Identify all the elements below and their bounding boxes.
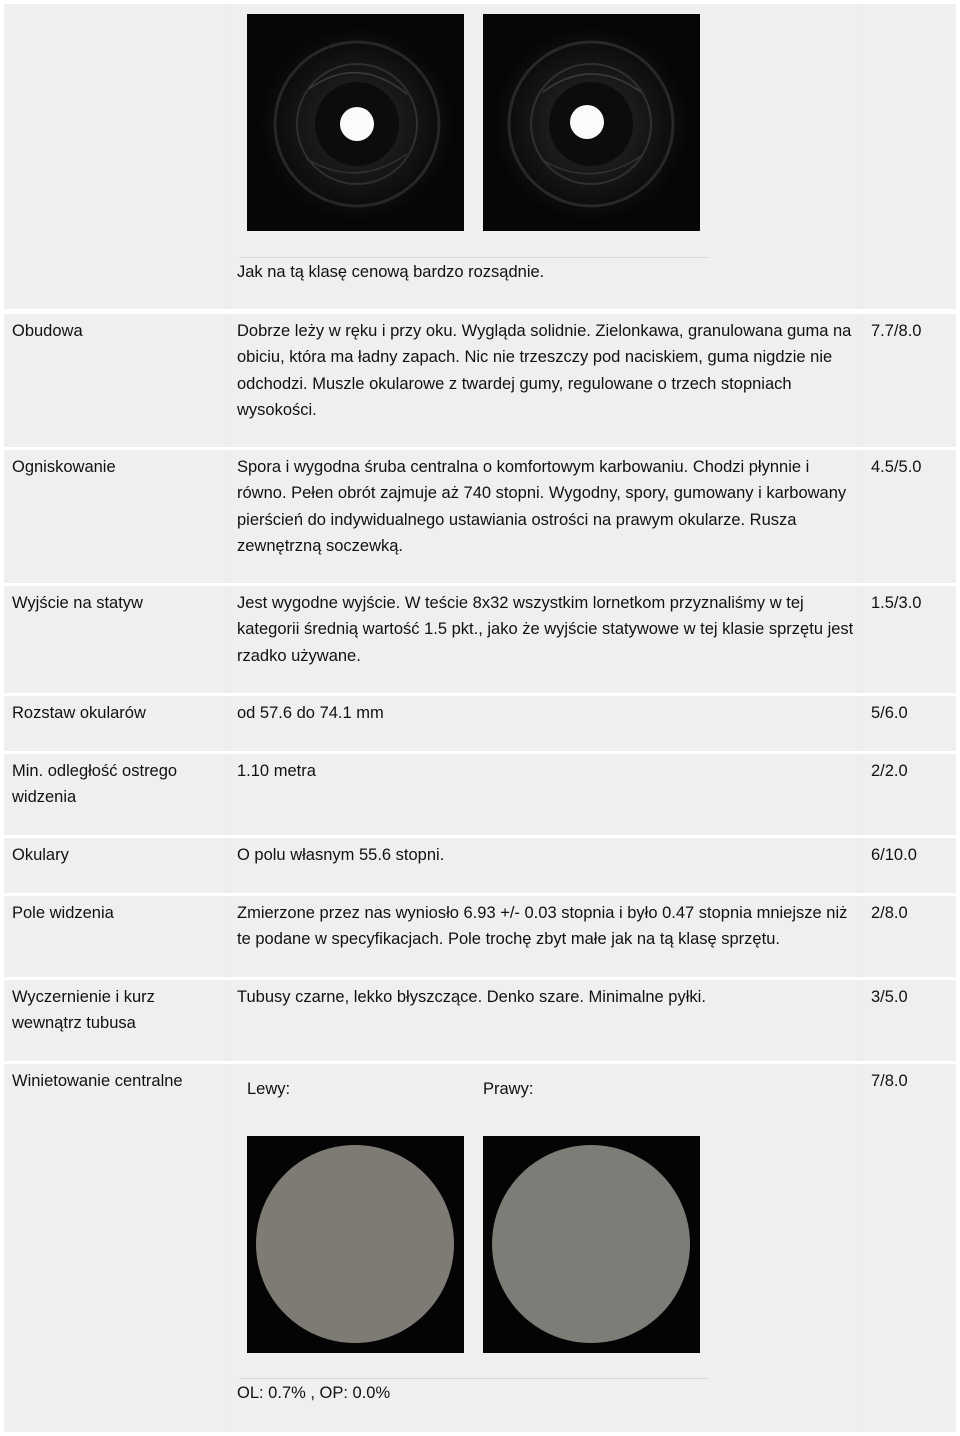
table-row: [4, 696, 956, 751]
row-score: 2/2.0: [871, 762, 908, 780]
row-score: 1.5/3.0: [871, 594, 922, 612]
row-label: Rozstaw okularów: [12, 704, 146, 722]
row-label: Wyjście na statyw: [12, 594, 143, 612]
row-label: Min. odległość ostrego widzenia: [12, 762, 178, 807]
table-row: [4, 450, 956, 583]
row-score: 7.7/8.0: [871, 322, 922, 340]
row-score: 6/10.0: [871, 846, 917, 864]
row-score: 2/8.0: [871, 904, 908, 922]
row-label: Obudowa: [12, 322, 83, 340]
top-note: Jak na tą klasę cenową bardzo rozsądnie.: [237, 263, 545, 281]
row-label: Pole widzenia: [12, 904, 114, 922]
table-row: [4, 980, 956, 1061]
row-score: 5/6.0: [871, 704, 908, 722]
table-row: [4, 314, 956, 447]
review-sheet: [4, 4, 956, 1432]
row-label: Okulary: [12, 846, 69, 864]
table-row: [4, 586, 956, 693]
left-vignetting-photo: [247, 1136, 464, 1353]
row-score: 3/5.0: [871, 988, 908, 1006]
table-row: [4, 754, 956, 835]
row-description: Tubusy czarne, lekko błyszczące. Denko szare. Minimalne pyłki.: [237, 988, 706, 1006]
row-label: Ogniskowanie: [12, 458, 116, 476]
right-label: Prawy:: [483, 1080, 534, 1098]
row-score: 7/8.0: [871, 1072, 908, 1090]
table-row: [4, 1064, 956, 1432]
row-label: Winietowanie centralne: [12, 1072, 183, 1090]
left-label: Lewy:: [247, 1080, 291, 1098]
table-row: [4, 896, 956, 977]
row-description: 1.10 metra: [237, 762, 316, 780]
table-row: [4, 838, 956, 893]
row-description: O polu własnym 55.6 stopni.: [237, 846, 445, 864]
row-score: 4.5/5.0: [871, 458, 922, 476]
row-description: Dobrze leży w ręku i przy oku. Wygląda solidnie. Zielonkawa, granulowana guma na obiciu, która ma ładny zapach. Nic nie trzeszczy pod naciskiem, guma nigdzie nie odchodzi. Muszle okularowe z twardej gumy, regulowane o trzech stopniach wysokości.: [237, 322, 852, 419]
vignetting-result: OL: 0.7% , OP: 0.0%: [237, 1384, 391, 1402]
left-eyepiece-photo: [247, 14, 464, 231]
eyepiece-photo-row: [4, 4, 956, 309]
row-description: Spora i wygodna śruba centralna o komfortowym karbowaniu. Chodzi płynnie i równo. Pełen obrót zajmuje aż 740 stopni. Wygodny, spory, gumowany i karbowany pierścień do indywidualnego ustawiania ostrości na prawym okularze. Rusza zewnętrzną soczewką.: [237, 458, 847, 555]
row-description: od 57.6 do 74.1 mm: [237, 704, 384, 722]
row-description: Zmierzone przez nas wyniosło 6.93 +/- 0.03 stopnia i było 0.47 stopnia mniejsze niż te podane w specyfikacjach. Pole trochę zbyt małe jak na tą klasę sprzętu.: [237, 904, 848, 949]
row-label: Wyczernienie i kurz wewnątrz tubusa: [12, 988, 155, 1033]
divider: [239, 1378, 709, 1379]
right-eyepiece-photo: [483, 14, 700, 231]
row-description: Jest wygodne wyjście. W teście 8x32 wszystkim lornetkom przyznaliśmy w tej kategorii średnią wartość 1.5 pkt., jako że wyjście statywowe w tej klasie sprzętu jest rzadko używane.: [237, 594, 854, 665]
right-vignetting-photo: [483, 1136, 700, 1353]
divider: [239, 257, 709, 258]
